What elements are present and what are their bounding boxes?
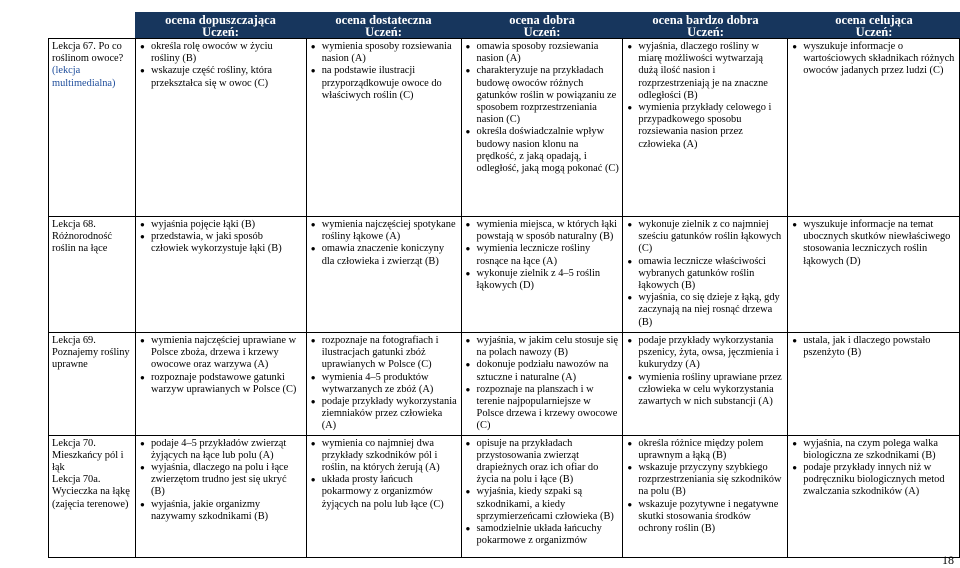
criterion-item: ● wymienia sposoby rozsiewania nasion (A)	[322, 41, 458, 65]
lesson-cell	[49, 217, 136, 333]
lesson-title: Lekcja 70. Mieszkańcy pól i łąk	[52, 437, 124, 474]
lesson-title: Lekcja 67. Po co roślinom owoce?	[52, 41, 124, 65]
criteria-cell	[306, 217, 461, 333]
criterion-item: ● omawia znaczenie koniczyny dla człowieka i zwierząt (B)	[322, 243, 458, 267]
criterion-item: ● podaje przykłady wykorzystania pszenicy, żyta, owsa, jęczmienia i kukurydzy (A)	[638, 335, 784, 372]
criterion-item: ● wyszukuje informacje na temat ubocznych skutków niewłaściwego stosowania leczniczych roślin łąkowych (D)	[803, 219, 956, 268]
criterion-item: ● wymienia rośliny uprawiane przez człowieka w celu wykorzystania zawartych w nich substancji (A)	[638, 372, 784, 409]
criteria-cell	[623, 333, 788, 436]
lesson-title: Lekcja 68. Różnorodność roślin na łące	[52, 219, 113, 255]
criteria-cell	[623, 217, 788, 333]
header-sub: Uczeń:	[365, 25, 402, 39]
criterion-item: ● ustala, jak i dlaczego powstało pszenżyto (B)	[803, 335, 956, 359]
criterion-item: ● wymienia 4–5 produktów wytwarzanych ze zbóż (A)	[322, 372, 458, 396]
criterion-item: ● wymienia przykłady celowego i przypadkowego sposobu rozsiewania nasion przez człowieka (A)	[638, 102, 784, 151]
criterion-item: ● określa różnice między polem uprawnym a łąką (B)	[638, 438, 784, 462]
header-title: ocena celująca	[835, 13, 913, 27]
criterion-item: ● wyjaśnia, w jakim celu stosuje się na polach nawozy (B)	[477, 335, 620, 359]
criteria-cell	[306, 435, 461, 557]
criteria-cell	[623, 435, 788, 557]
header-ocena-celujaca	[788, 14, 960, 38]
table-row	[49, 39, 960, 217]
criterion-item: ● dokonuje podziału nawozów na sztuczne i naturalne (A)	[477, 359, 620, 383]
criteria-table	[48, 38, 960, 558]
criteria-cell	[788, 435, 960, 557]
criteria-cell	[461, 39, 623, 217]
criterion-item: ● wyjaśnia, na czym polega walka biologiczna ze szkodnikami (B)	[803, 438, 956, 462]
header-sub: Uczeń:	[855, 25, 893, 39]
criteria-cell	[135, 333, 306, 436]
criterion-item: ● podaje 4–5 przykładów zwierząt żyjących na łące lub polu (A)	[151, 438, 303, 462]
criterion-item: ● opisuje na przykładach przystosowania zwierząt drapieżnych oraz ich ofiar do życia na polu i łące (B)	[477, 438, 620, 487]
header-sub: Uczeń:	[523, 25, 561, 39]
criterion-item: ● wyjaśnia, dlaczego rośliny w miarę możliwości wytwarzają dużą ilość nasion i rozprzestrzeniają je na znaczne odległości (B)	[638, 41, 784, 102]
lesson-title: Lekcja 69. Poznajemy rośliny uprawne	[52, 335, 130, 371]
criterion-item: ● wskazuje pozytywne i negatywne skutki stosowania środków ochrony roślin (B)	[638, 499, 784, 536]
criteria-cell	[788, 39, 960, 217]
criterion-item: ● przedstawia, w jaki sposób człowiek wykorzystuje łąki (B)	[151, 231, 303, 255]
lesson-cell	[49, 435, 136, 557]
table-row	[49, 217, 960, 333]
header-sub: Uczeń:	[202, 25, 239, 39]
page-number: 18	[942, 553, 954, 567]
criterion-item: ● samodzielnie układa łańcuchy pokarmowe z organizmów	[477, 523, 620, 547]
criteria-cell	[306, 333, 461, 436]
header-ocena-dobra	[461, 14, 623, 38]
criterion-item: ● wskazuje przyczyny szybkiego rozprzestrzeniania się szkodników na polu (B)	[638, 462, 784, 499]
criteria-cell	[306, 39, 461, 217]
criterion-item: ● wyjaśnia, jakie organizmy nazywamy szkodnikami (B)	[151, 499, 303, 523]
criteria-cell	[788, 217, 960, 333]
table-row	[49, 333, 960, 436]
criteria-cell	[461, 333, 623, 436]
criterion-item: ● rozpoznaje na fotografiach i ilustracjach gatunki zbóż uprawianych w Polsce (C)	[322, 335, 458, 372]
lesson-cell	[49, 39, 136, 217]
header-ocena-dopuszczajaca	[135, 14, 306, 38]
header-ocena-dostateczna	[306, 14, 461, 38]
criterion-item: ● omawia lecznicze właściwości wybranych gatunków roślin łąkowych (B)	[638, 256, 784, 293]
header-ocena-bardzo-dobra	[623, 14, 788, 38]
header-sub: Uczeń:	[687, 25, 724, 39]
criterion-item: ● określa rolę owoców w życiu rośliny (B)	[151, 41, 303, 65]
lesson-cell	[49, 333, 136, 436]
criterion-item: ● wykonuje zielnik z 4–5 roślin łąkowych (D)	[477, 268, 620, 292]
criterion-item: ● rozpoznaje na planszach i w terenie najpopularniejsze w Polsce drzewa i krzewy owocowe (C)	[477, 384, 620, 433]
lesson-title: Lekcja 70a. Wycieczka na łąkę (zajęcia terenowe)	[52, 474, 130, 510]
header-title: ocena bardzo dobra	[652, 13, 759, 27]
criterion-item: ● wymienia miejsca, w których łąki powstają w sposób naturalny (B)	[477, 219, 620, 243]
criterion-item: ● podaje przykłady wykorzystania ziemniaków przez człowieka (A)	[322, 396, 458, 433]
criterion-item: ● wyjaśnia, co się dzieje z łąką, gdy zaczynają na niej rosnąć drzewa (B)	[638, 292, 784, 329]
header-title: ocena dobra	[509, 13, 575, 27]
criterion-item: ● określa doświadczalnie wpływ budowy nasion klonu na prędkość, z jaką opadają, i odległość, jaką mogą pokonać (C)	[477, 126, 620, 175]
criteria-cell	[461, 217, 623, 333]
criterion-item: ● rozpoznaje podstawowe gatunki warzyw uprawianych w Polsce (C)	[151, 372, 303, 396]
criteria-cell	[461, 435, 623, 557]
header-title: ocena dopuszczająca	[165, 13, 276, 27]
criterion-item: ● wskazuje część rośliny, która przekształca się w owoc (C)	[151, 65, 303, 89]
criteria-cell	[623, 39, 788, 217]
criterion-item: ● charakteryzuje na przykładach budowę owoców różnych gatunków roślin w powiązaniu ze sposobem rozprzestrzeniania nasion (C)	[477, 65, 620, 126]
criteria-cell	[135, 39, 306, 217]
lesson-note: (lekcja multimedialna)	[52, 65, 116, 89]
criterion-item: ● omawia sposoby rozsiewania nasion (A)	[477, 41, 620, 65]
header-title: ocena dostateczna	[335, 13, 432, 27]
criterion-item: ● wyjaśnia pojęcie łąki (B)	[151, 219, 303, 231]
criterion-item: ● na podstawie ilustracji przyporządkowuje owoce do właściwych roślin (C)	[322, 65, 458, 102]
criteria-cell	[788, 333, 960, 436]
table-row	[49, 435, 960, 557]
criterion-item: ● podaje przykłady innych niż w podręczniku biologicznych metod zwalczania szkodników (A)	[803, 462, 956, 499]
criterion-item: ● układa prosty łańcuch pokarmowy z organizmów żyjących na polu lub łące (C)	[322, 474, 458, 511]
criterion-item: ● wyjaśnia, dlaczego na polu i łące zwierzętom trudno jest się ukryć (B)	[151, 462, 303, 499]
criterion-item: ● wymienia co najmniej dwa przykłady szkodników pól i roślin, na których żerują (A)	[322, 438, 458, 475]
criterion-item: ● wykonuje zielnik z co najmniej sześciu gatunków roślin łąkowych (C)	[638, 219, 784, 256]
criteria-cell	[135, 435, 306, 557]
criterion-item: ● wyszukuje informacje o wartościowych składnikach różnych owoców jadanych przez ludzi (C)	[803, 41, 956, 78]
criterion-item: ● wyjaśnia, kiedy szpaki są szkodnikami, a kiedy sprzymierzeńcami człowieka (B)	[477, 486, 620, 523]
criterion-item: ● wymienia najczęściej spotykane rośliny łąkowe (A)	[322, 219, 458, 243]
criteria-cell	[135, 217, 306, 333]
criterion-item: ● wymienia lecznicze rośliny rosnące na łące (A)	[477, 243, 620, 267]
criterion-item: ● wymienia najczęściej uprawiane w Polsce zboża, drzewa i krzewy owocowe oraz warzywa (A)	[151, 335, 303, 372]
